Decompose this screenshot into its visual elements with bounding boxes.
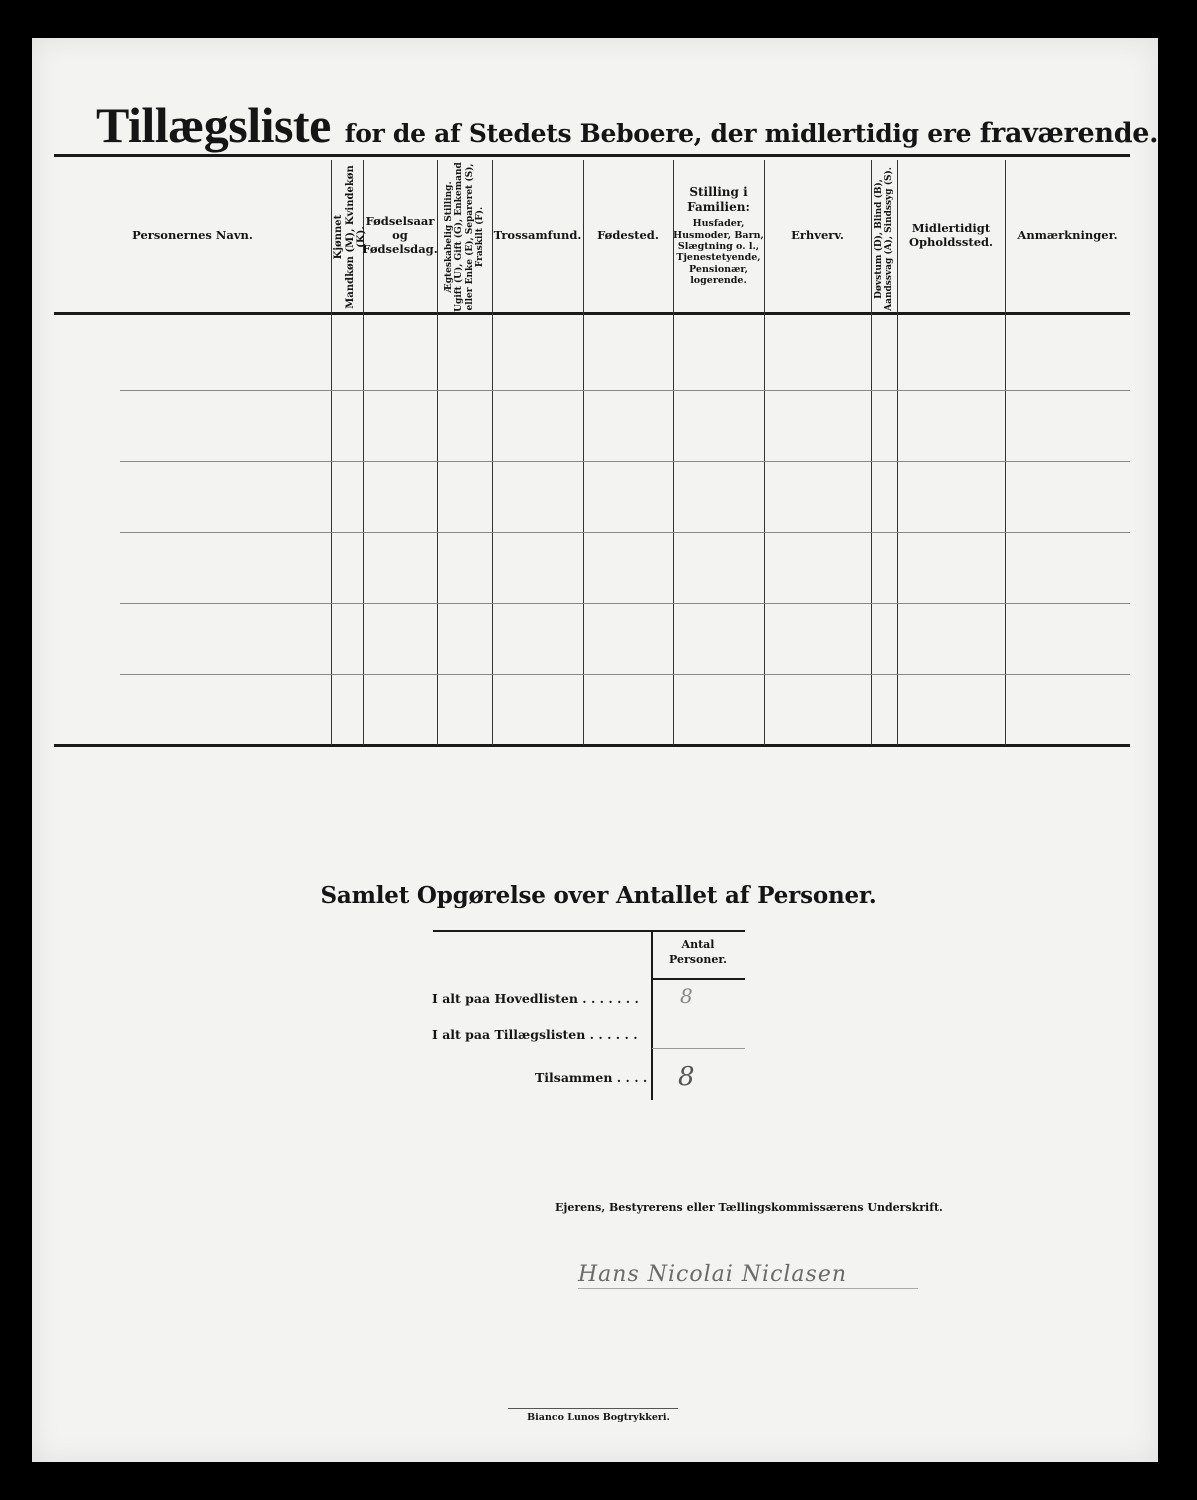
header-birth: Fødselsaar og Fødselsdag. (362, 214, 438, 256)
table-bottom-rule (54, 744, 1130, 747)
table-top-rule (54, 154, 1130, 157)
form-title (96, 96, 1158, 154)
header-temp-residence: Midlertidigt Opholdssted. (908, 221, 994, 249)
form-title-emphasis: fraværende. (979, 118, 1159, 149)
table-row-line (120, 532, 1130, 533)
col-divider (331, 160, 332, 745)
printer-rule (508, 1408, 678, 1409)
summary-value-total: 8 (678, 1062, 695, 1092)
table-row-line (120, 461, 1130, 462)
form-title-main: Tillægsliste (96, 97, 331, 153)
col-divider (871, 160, 872, 745)
form-title-rest: for de af Stedets Beboere, der midlertidig ere (344, 119, 980, 148)
header-family-detail: Husfader, Husmoder, Barn, Slægtning o. l., Tjenestetyende, Pensionær, logerende. (673, 218, 764, 287)
table-row-line (120, 674, 1130, 675)
summary-column-header: Antal Personer. (669, 938, 727, 966)
header-remarks: Anmærkninger. (1017, 228, 1118, 243)
summary-header-rule (652, 978, 745, 980)
header-disability: Døvstum (D), Blind (B), Aandssvag (A), Sindssyg (S). (874, 167, 895, 311)
handwritten-signature: Hans Nicolai Niclasen (578, 1262, 848, 1287)
header-marital: Ægteskabelig Stilling. Ugift (U), Gift (G), Enkemand eller Enke (E), Separeret (S), Fraskilt (F). (444, 162, 486, 312)
summary-value-main: 8 (680, 984, 693, 1008)
header-occupation: Erhverv. (791, 228, 844, 243)
header-religion: Trossamfund. (493, 228, 582, 243)
summary-top-rule (433, 930, 745, 932)
summary-title: Samlet Opgørelse over Antallet af Personer. (320, 882, 877, 909)
table-row-line (120, 390, 1130, 391)
table-row-line (120, 603, 1130, 604)
summary-row-label-total: Tilsammen . . . . (535, 1070, 648, 1085)
header-birthplace: Fødested. (597, 228, 659, 243)
header-sex: Kjønnet Mandkøn (M), Kvindekøn (K). (333, 165, 367, 309)
signature-line (578, 1288, 918, 1289)
header-name: Personernes Navn. (132, 228, 253, 243)
summary-subtotal-rule (652, 1048, 745, 1049)
summary-row-label-main: I alt paa Hovedlisten . . . . . . . (432, 991, 639, 1006)
table-header-rule (54, 312, 1130, 315)
header-family-position (673, 160, 764, 312)
header-family-title: Stilling i Familien: (687, 185, 750, 214)
signature-caption: Ejerens, Bestyrerens eller Tællingskommissærens Underskrift. (555, 1201, 943, 1214)
summary-row-label-supplement: I alt paa Tillægslisten . . . . . . (432, 1027, 638, 1042)
printer-imprint: Bianco Lunos Bogtrykkeri. (527, 1412, 670, 1423)
